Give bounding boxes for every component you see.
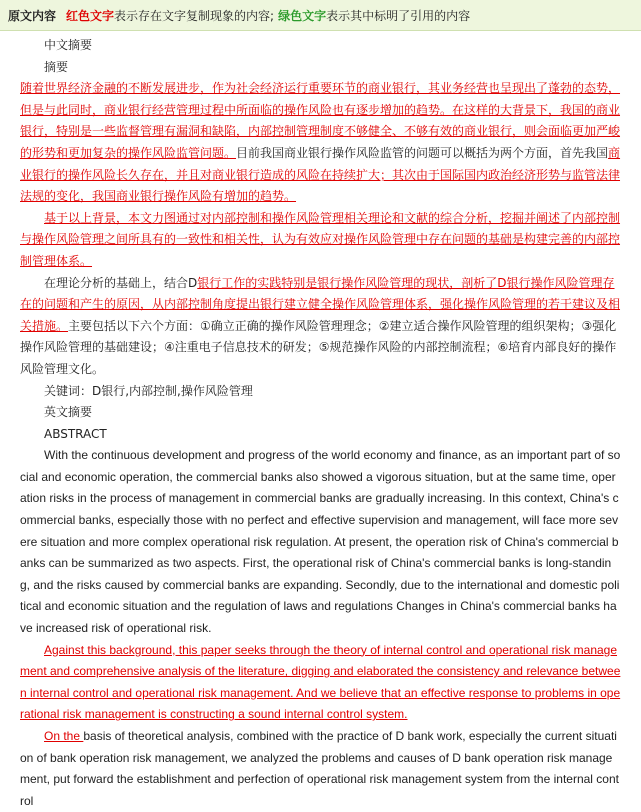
abstract-label: 摘要 bbox=[44, 59, 69, 74]
abstract-paragraph-1 bbox=[20, 78, 621, 208]
original-text: 在理论分析的基础上，结合D bbox=[44, 275, 198, 290]
en-abstract-label: ABSTRACT bbox=[44, 426, 107, 441]
legend-green-label: 绿色文字 bbox=[278, 8, 327, 23]
cn-abstract-heading: 中文摘要 bbox=[44, 38, 93, 52]
copied-text: 银行工作的实践特别是银行操作风险管理的现状，剖析了D银行操作风险管理存在的问题和产生的原因，从内部控制角度提出银行建立健全操作风险管理体系，强化操作风险管理的若干建议及相关措施。 bbox=[20, 275, 621, 333]
en-paragraph-2 bbox=[20, 640, 621, 726]
legend-red-desc: 表示存在文字复制现象的内容; bbox=[114, 8, 275, 23]
en-paragraph-3 bbox=[20, 726, 621, 812]
abstract-paragraph-2 bbox=[20, 208, 621, 273]
legend-bar bbox=[0, 0, 641, 31]
copied-text: 基于以上背景，本文力图通过对内部控制和操作风险管理相关理论和文献的综合分析，挖掘并阐述了内部控制与操作风险管理之间所具有的一致性和相关性，认为有效应对操作风险管理中存在问题的基础是构建完善的内部控制管理体系。 bbox=[20, 210, 621, 268]
legend-red-label: 红色文字 bbox=[66, 8, 115, 23]
original-text: 主要包括以下六个方面：①确立正确的操作风险管理理念；②建立适合操作风险管理的组织架构；③强化操作风险管理的基础建设；④注重电子信息技术的研发；⑤规范操作风险的内部控制流程；⑥培育内部良好的操作风险管理文化。 bbox=[20, 318, 617, 376]
original-text: 目前我国商业银行操作风险监管的问题可以概括为两个方面，首先我国 bbox=[236, 145, 609, 160]
legend-green-desc: 表示其中标明了引用的内容 bbox=[326, 8, 471, 23]
document-body bbox=[0, 31, 641, 812]
copied-text: Against this background, this paper seeks through the theory of internal control and operational risk management and comprehensive analysis of the literature, digging and elaborated the consistency and relevance between internal control and operational risk management. And we believe that an effective response to problems in operational risk management is constructing a sound internal control system. bbox=[20, 642, 621, 722]
original-text: basis of theoretical analysis, combined with the practice of D bank work, especially the current situation of bank operation risk management, we analyzed the problems and causes of D bank operation risk management, put forward the establishment and perfection of operational risk management system from the internal control bbox=[20, 729, 619, 808]
en-paragraph-1: With the continuous development and progress of the world economy and finance, as an important part of social and economic operation, the commercial banks also showed a vigorous situation, but at the same time, operation risks in the process of management in commercial banks are gradually increasing. In this context, China's commercial banks, especially those with no perfect and effective supervision and management, will face more severe situation and more complex operational risk regulation. At present, the operation risk of China's commercial banks can be summarized as two aspects. First, the operational risk of China's commercial banks is long-standing, and the risks caused by commercial banks are expanding. Secondly, due to the international and domestic political and economic situation and the regulation of laws and regulations Changes in China's commercial banks have increased risk of operational risk. bbox=[20, 448, 621, 636]
legend-title: 原文内容 bbox=[8, 8, 57, 23]
keywords: 关键词：D银行,内部控制,操作风险管理 bbox=[44, 383, 253, 398]
copied-text: 随着世界经济金融的不断发展进步，作为社会经济运行重要环节的商业银行，其业务经营也呈现出了蓬勃的态势，但是与此同时，商业银行经营管理过程中所面临的操作风险也有逐步增加的趋势。在这样的大背景下，我国的商业银行，特别是一些监督管理有漏洞和缺陷，内部控制管理制度不够健全、不够有效的商业银行，则会面临更加严峻的形势和更加复杂的操作风险监管问题。 bbox=[20, 81, 621, 160]
abstract-paragraph-3 bbox=[20, 273, 621, 381]
copied-text: On the bbox=[44, 729, 84, 743]
en-abstract-heading: 英文摘要 bbox=[44, 405, 93, 420]
copied-text: 商业银行的操作风险长久存在，并且对商业银行造成的风险在持续扩大；其次由于国际国内政治经济形势与监管法律法规的变化，我国商业银行操作风险有增加的趋势。 bbox=[20, 145, 621, 204]
